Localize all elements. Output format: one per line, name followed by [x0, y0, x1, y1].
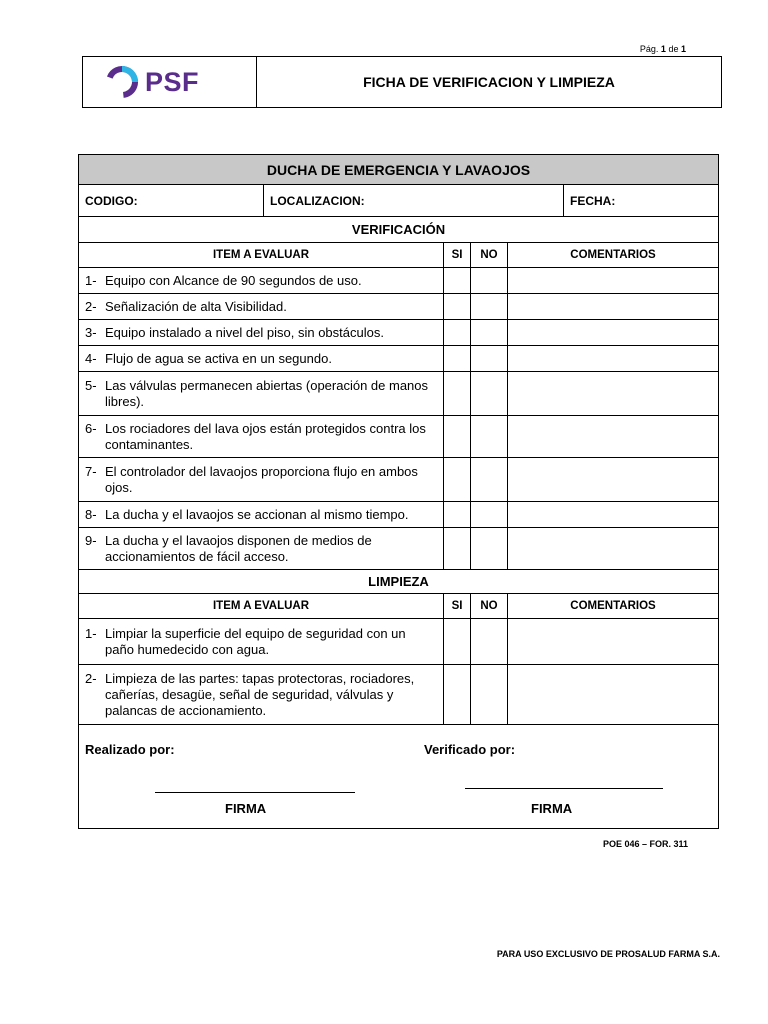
- comentarios-cell[interactable]: [508, 528, 719, 570]
- item-text-cell: [79, 372, 444, 416]
- si-checkbox-cell[interactable]: [444, 346, 471, 372]
- si-checkbox-cell[interactable]: [444, 458, 471, 502]
- si-checkbox-cell[interactable]: [444, 372, 471, 416]
- item-text: Limpieza de las partes: tapas protectoras, rociadores, cañerías, desagüe, señal de seguridad, válvulas y palancas de accionamiento.: [105, 670, 415, 718]
- fecha-field[interactable]: FECHA:: [570, 193, 616, 208]
- codigo-field[interactable]: CODIGO:: [79, 185, 264, 216]
- comentarios-cell[interactable]: [508, 294, 719, 320]
- item-number: 5-: [85, 377, 97, 393]
- no-checkbox-cell[interactable]: [471, 320, 508, 346]
- item-text: La ducha y el lavaojos se accionan al mismo tiempo.: [105, 506, 409, 522]
- comentarios-cell[interactable]: [508, 619, 719, 665]
- signature-line-right[interactable]: [465, 788, 663, 789]
- firma-right-label: FIRMA: [531, 801, 573, 816]
- table-row: [79, 416, 719, 458]
- item-text-cell: [79, 619, 444, 665]
- column-item: ITEM A EVALUAR: [79, 243, 444, 268]
- item-number: 4-: [85, 350, 97, 366]
- si-checkbox-cell[interactable]: [444, 619, 471, 665]
- realizado-label: Realizado por:: [85, 742, 175, 757]
- table-row: [79, 372, 719, 416]
- firma-left-label: FIRMA: [225, 801, 267, 816]
- si-checkbox-cell[interactable]: [444, 502, 471, 528]
- item-text: Las válvulas permanecen abiertas (operación de manos libres).: [105, 377, 429, 409]
- no-checkbox-cell[interactable]: [471, 346, 508, 372]
- exclusive-use-note: PARA USO EXCLUSIVO DE PROSALUD FARMA S.A.: [496, 949, 720, 959]
- document-title: FICHA DE VERIFICACION Y LIMPIEZA: [363, 74, 615, 90]
- item-text: Los rociadores del lava ojos están protegidos contra los contaminantes.: [105, 420, 426, 452]
- si-checkbox-cell[interactable]: [444, 665, 471, 725]
- column-si: SI: [444, 243, 471, 268]
- comentarios-cell[interactable]: [508, 320, 719, 346]
- comentarios-cell[interactable]: [508, 372, 719, 416]
- verificado-label: Verificado por:: [424, 742, 516, 757]
- form-title: DUCHA DE EMERGENCIA Y LAVAOJOS: [79, 155, 719, 185]
- item-number: 7-: [85, 463, 97, 479]
- item-text-cell: [79, 458, 444, 502]
- no-checkbox-cell[interactable]: [471, 502, 508, 528]
- item-text: Señalización de alta Visibilidad.: [105, 298, 287, 314]
- item-text: La ducha y el lavaojos disponen de medios de accionamientos de fácil acceso.: [105, 532, 372, 564]
- table-row: [79, 502, 719, 528]
- item-text-cell: [79, 268, 444, 294]
- table-row: [79, 346, 719, 372]
- item-number: 1-: [85, 625, 97, 641]
- verificacion-section-title: VERIFICACIÓN: [79, 217, 719, 243]
- document-header: [82, 56, 722, 108]
- limpieza-section-title: LIMPIEZA: [79, 570, 719, 594]
- page-number: Pág. 1 de 1: [639, 44, 686, 54]
- column-comentarios: COMENTARIOS: [508, 243, 719, 268]
- si-checkbox-cell[interactable]: [444, 528, 471, 570]
- column-comentarios: COMENTARIOS: [508, 594, 719, 619]
- item-text-cell: [79, 665, 444, 725]
- column-si: SI: [444, 594, 471, 619]
- item-text-cell: [79, 346, 444, 372]
- item-number: 2-: [85, 298, 97, 314]
- comentarios-cell[interactable]: [508, 268, 719, 294]
- comentarios-cell[interactable]: [508, 502, 719, 528]
- no-checkbox-cell[interactable]: [471, 294, 508, 320]
- item-number: 8-: [85, 506, 97, 522]
- item-number: 3-: [85, 324, 97, 340]
- item-number: 2-: [85, 670, 97, 686]
- column-no: NO: [471, 243, 508, 268]
- logo-text: PSF: [145, 66, 200, 97]
- table-row: [79, 294, 719, 320]
- item-text-cell: [79, 294, 444, 320]
- item-text: Limpiar la superficie del equipo de seguridad con un paño humedecido con agua.: [105, 625, 406, 657]
- item-text: El controlador del lavaojos proporciona flujo en ambos ojos.: [105, 463, 418, 495]
- no-checkbox-cell[interactable]: [471, 416, 508, 458]
- comentarios-cell[interactable]: [508, 665, 719, 725]
- comentarios-cell[interactable]: [508, 458, 719, 502]
- logo-mark-icon: [105, 65, 139, 99]
- item-text-cell: [79, 528, 444, 570]
- si-checkbox-cell[interactable]: [444, 268, 471, 294]
- no-checkbox-cell[interactable]: [471, 619, 508, 665]
- table-row: [79, 458, 719, 502]
- si-checkbox-cell[interactable]: [444, 320, 471, 346]
- item-number: 6-: [85, 420, 97, 436]
- table-row: [79, 665, 719, 725]
- item-text-cell: [79, 320, 444, 346]
- signature-line-left[interactable]: [155, 792, 355, 793]
- no-checkbox-cell[interactable]: [471, 372, 508, 416]
- table-row: [79, 528, 719, 570]
- no-checkbox-cell[interactable]: [471, 458, 508, 502]
- localizacion-field[interactable]: LOCALIZACION:: [264, 185, 564, 216]
- item-text-cell: [79, 502, 444, 528]
- comentarios-cell[interactable]: [508, 416, 719, 458]
- no-checkbox-cell[interactable]: [471, 528, 508, 570]
- checklist-table: [78, 154, 719, 829]
- signature-area: [79, 725, 718, 828]
- logo-cell: [83, 57, 257, 107]
- table-row: [79, 268, 719, 294]
- form-code: POE 046 – FOR. 311: [602, 839, 688, 849]
- item-text: Equipo instalado a nivel del piso, sin obstáculos.: [105, 324, 384, 340]
- item-number: 1-: [85, 272, 97, 288]
- no-checkbox-cell[interactable]: [471, 665, 508, 725]
- column-no: NO: [471, 594, 508, 619]
- item-text-cell: [79, 416, 444, 458]
- item-text: Equipo con Alcance de 90 segundos de uso.: [105, 272, 362, 288]
- comentarios-cell[interactable]: [508, 346, 719, 372]
- si-checkbox-cell[interactable]: [444, 294, 471, 320]
- item-text: Flujo de agua se activa en un segundo.: [105, 350, 332, 366]
- table-row: [79, 619, 719, 665]
- no-checkbox-cell[interactable]: [471, 268, 508, 294]
- column-item: ITEM A EVALUAR: [79, 594, 444, 619]
- table-row: [79, 320, 719, 346]
- company-logo: [105, 65, 199, 99]
- si-checkbox-cell[interactable]: [444, 416, 471, 458]
- item-number: 9-: [85, 532, 97, 548]
